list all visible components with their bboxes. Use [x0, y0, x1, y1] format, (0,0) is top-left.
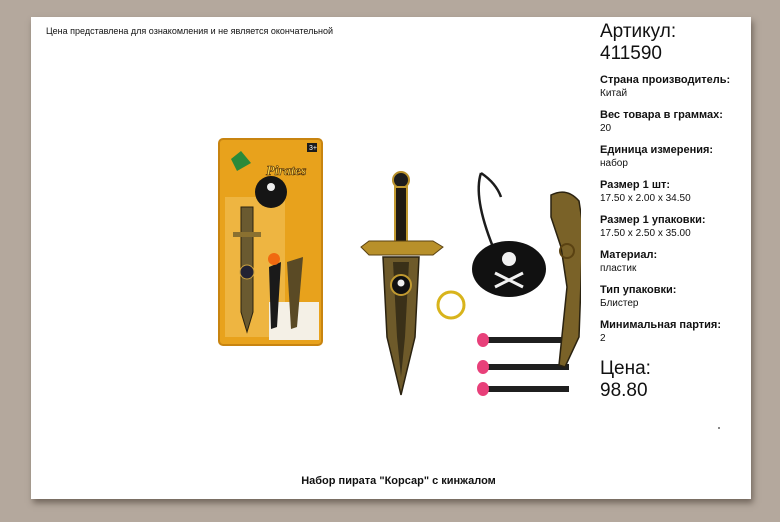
- field-label: Тип упаковки:: [600, 284, 677, 296]
- earring: [438, 292, 464, 318]
- product-photo: [211, 137, 581, 407]
- package-logo: Pirates: [266, 164, 307, 179]
- field-label: Размер 1 шт:: [600, 179, 671, 191]
- price-value: 98.80: [600, 380, 648, 401]
- field-value: 17.50 x 2.50 x 35.00: [600, 228, 691, 239]
- sku-value: 411590: [600, 43, 662, 64]
- product-info-panel: [600, 21, 750, 402]
- suction-arrows: [477, 333, 569, 396]
- field-label: Вес товара в граммах:: [600, 109, 723, 121]
- package-age-badge: 3+: [309, 145, 317, 152]
- sku-label: Артикул:: [600, 21, 677, 42]
- field-value: 2: [600, 333, 606, 344]
- field-value: Китай: [600, 88, 628, 99]
- field-label: Размер 1 упаковки:: [600, 214, 706, 226]
- product-sheet: [31, 17, 751, 499]
- field-label: Материал:: [600, 249, 658, 261]
- field-value: 17.50 x 2.00 x 34.50: [600, 193, 691, 204]
- field-value: 20: [600, 123, 612, 134]
- field-value: Блистер: [600, 298, 639, 309]
- dagger: [361, 172, 443, 395]
- field-value: набор: [600, 158, 628, 169]
- field-label: Страна производитель:: [600, 74, 731, 86]
- price-disclaimer: Цена представлена для ознакомления и не является окончательной: [46, 26, 334, 36]
- blister-package: [219, 139, 322, 345]
- stray-dot: [718, 427, 720, 429]
- field-label: Единица измерения:: [600, 144, 714, 156]
- field-label: Минимальная партия:: [600, 319, 721, 331]
- field-value: пластик: [600, 263, 637, 274]
- price-label: Цена:: [600, 358, 651, 379]
- eye-patch: [472, 173, 546, 297]
- product-caption: Набор пирата "Корсар" с кинжалом: [301, 475, 496, 487]
